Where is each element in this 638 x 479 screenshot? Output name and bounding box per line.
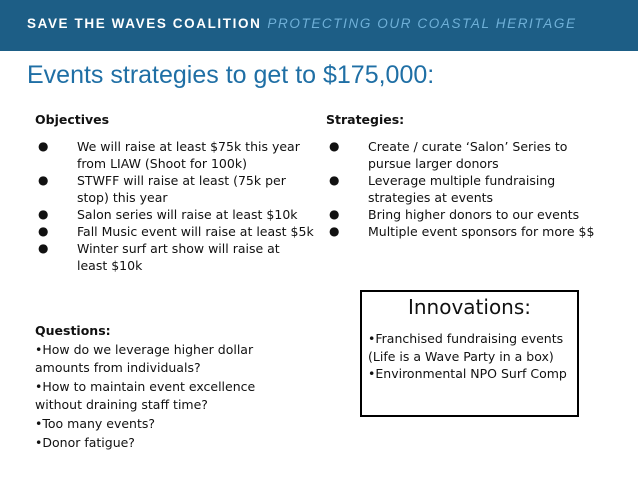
slide-title: Events strategies to get to $175,000:	[27, 61, 435, 89]
objectives-heading: Objectives	[35, 112, 110, 127]
questions-section	[35, 322, 285, 452]
question-line: amounts from individuals?	[35, 360, 201, 376]
innovations-title: Innovations:	[407, 295, 532, 319]
question-line: without draining staff time?	[35, 397, 208, 413]
objectives-bullet-line: from LIAW (Shoot for 100k)	[77, 156, 247, 171]
banner-text	[27, 16, 577, 31]
innovations-box	[360, 290, 579, 417]
objectives-bullet-line: ● STWFF will raise at least (75k per	[77, 173, 286, 188]
strategies-list	[326, 138, 626, 240]
strategies-bullet-item	[326, 138, 626, 172]
question-line: •Donor fatigue?	[35, 434, 135, 450]
objectives-list	[35, 138, 325, 274]
innovation-line: •Franchised fundraising events	[368, 331, 564, 346]
strategies-bullet-line: ● Multiple event sponsors for more $$	[368, 224, 595, 239]
organization-name: SAVE THE WAVES COALITION	[27, 16, 262, 31]
objectives-bullet-item	[35, 240, 325, 274]
strategies-bullet-item	[326, 172, 626, 206]
strategies-bullet-line: ● Create / curate ‘Salon’ Series to	[368, 139, 568, 154]
objectives-bullet-item	[35, 172, 325, 206]
objectives-bullet-item	[35, 223, 325, 240]
innovation-line: (Life is a Wave Party in a box)	[368, 348, 554, 364]
banner-tagline: PROTECTING OUR COASTAL HERITAGE	[267, 16, 577, 31]
question-line: •How to maintain event excellence	[35, 378, 256, 394]
objectives-bullet-line: least $10k	[77, 258, 143, 273]
question-line: •Too many events?	[35, 415, 156, 431]
questions-heading: Questions:	[35, 323, 111, 338]
strategies-heading: Strategies:	[326, 112, 405, 127]
strategies-bullet-line: ● Leverage multiple fundraising	[368, 173, 556, 188]
objectives-bullet-item	[35, 138, 325, 172]
strategies-bullet-line: ● Bring higher donors to our events	[368, 207, 580, 222]
strategies-bullet-line: pursue larger donors	[368, 156, 499, 171]
strategies-bullet-line: strategies at events	[368, 190, 494, 205]
question-line: •How do we leverage higher dollar	[35, 341, 254, 357]
innovation-line: •Environmental NPO Surf Comp	[368, 366, 567, 381]
strategies-bullet-item	[326, 206, 626, 223]
objectives-bullet-line: ● Winter surf art show will raise at	[77, 241, 280, 256]
objectives-bullet-line: ● Fall Music event will raise at least $5k	[77, 224, 314, 239]
innovations-items	[368, 330, 567, 383]
header-banner	[0, 0, 638, 51]
objectives-bullet-item	[35, 206, 325, 223]
objectives-bullet-line: ● We will raise at least $75k this year	[77, 139, 300, 154]
objectives-bullet-line: stop) this year	[77, 190, 168, 205]
strategies-bullet-item	[326, 223, 626, 240]
objectives-bullet-line: ● Salon series will raise at least $10k	[77, 207, 298, 222]
